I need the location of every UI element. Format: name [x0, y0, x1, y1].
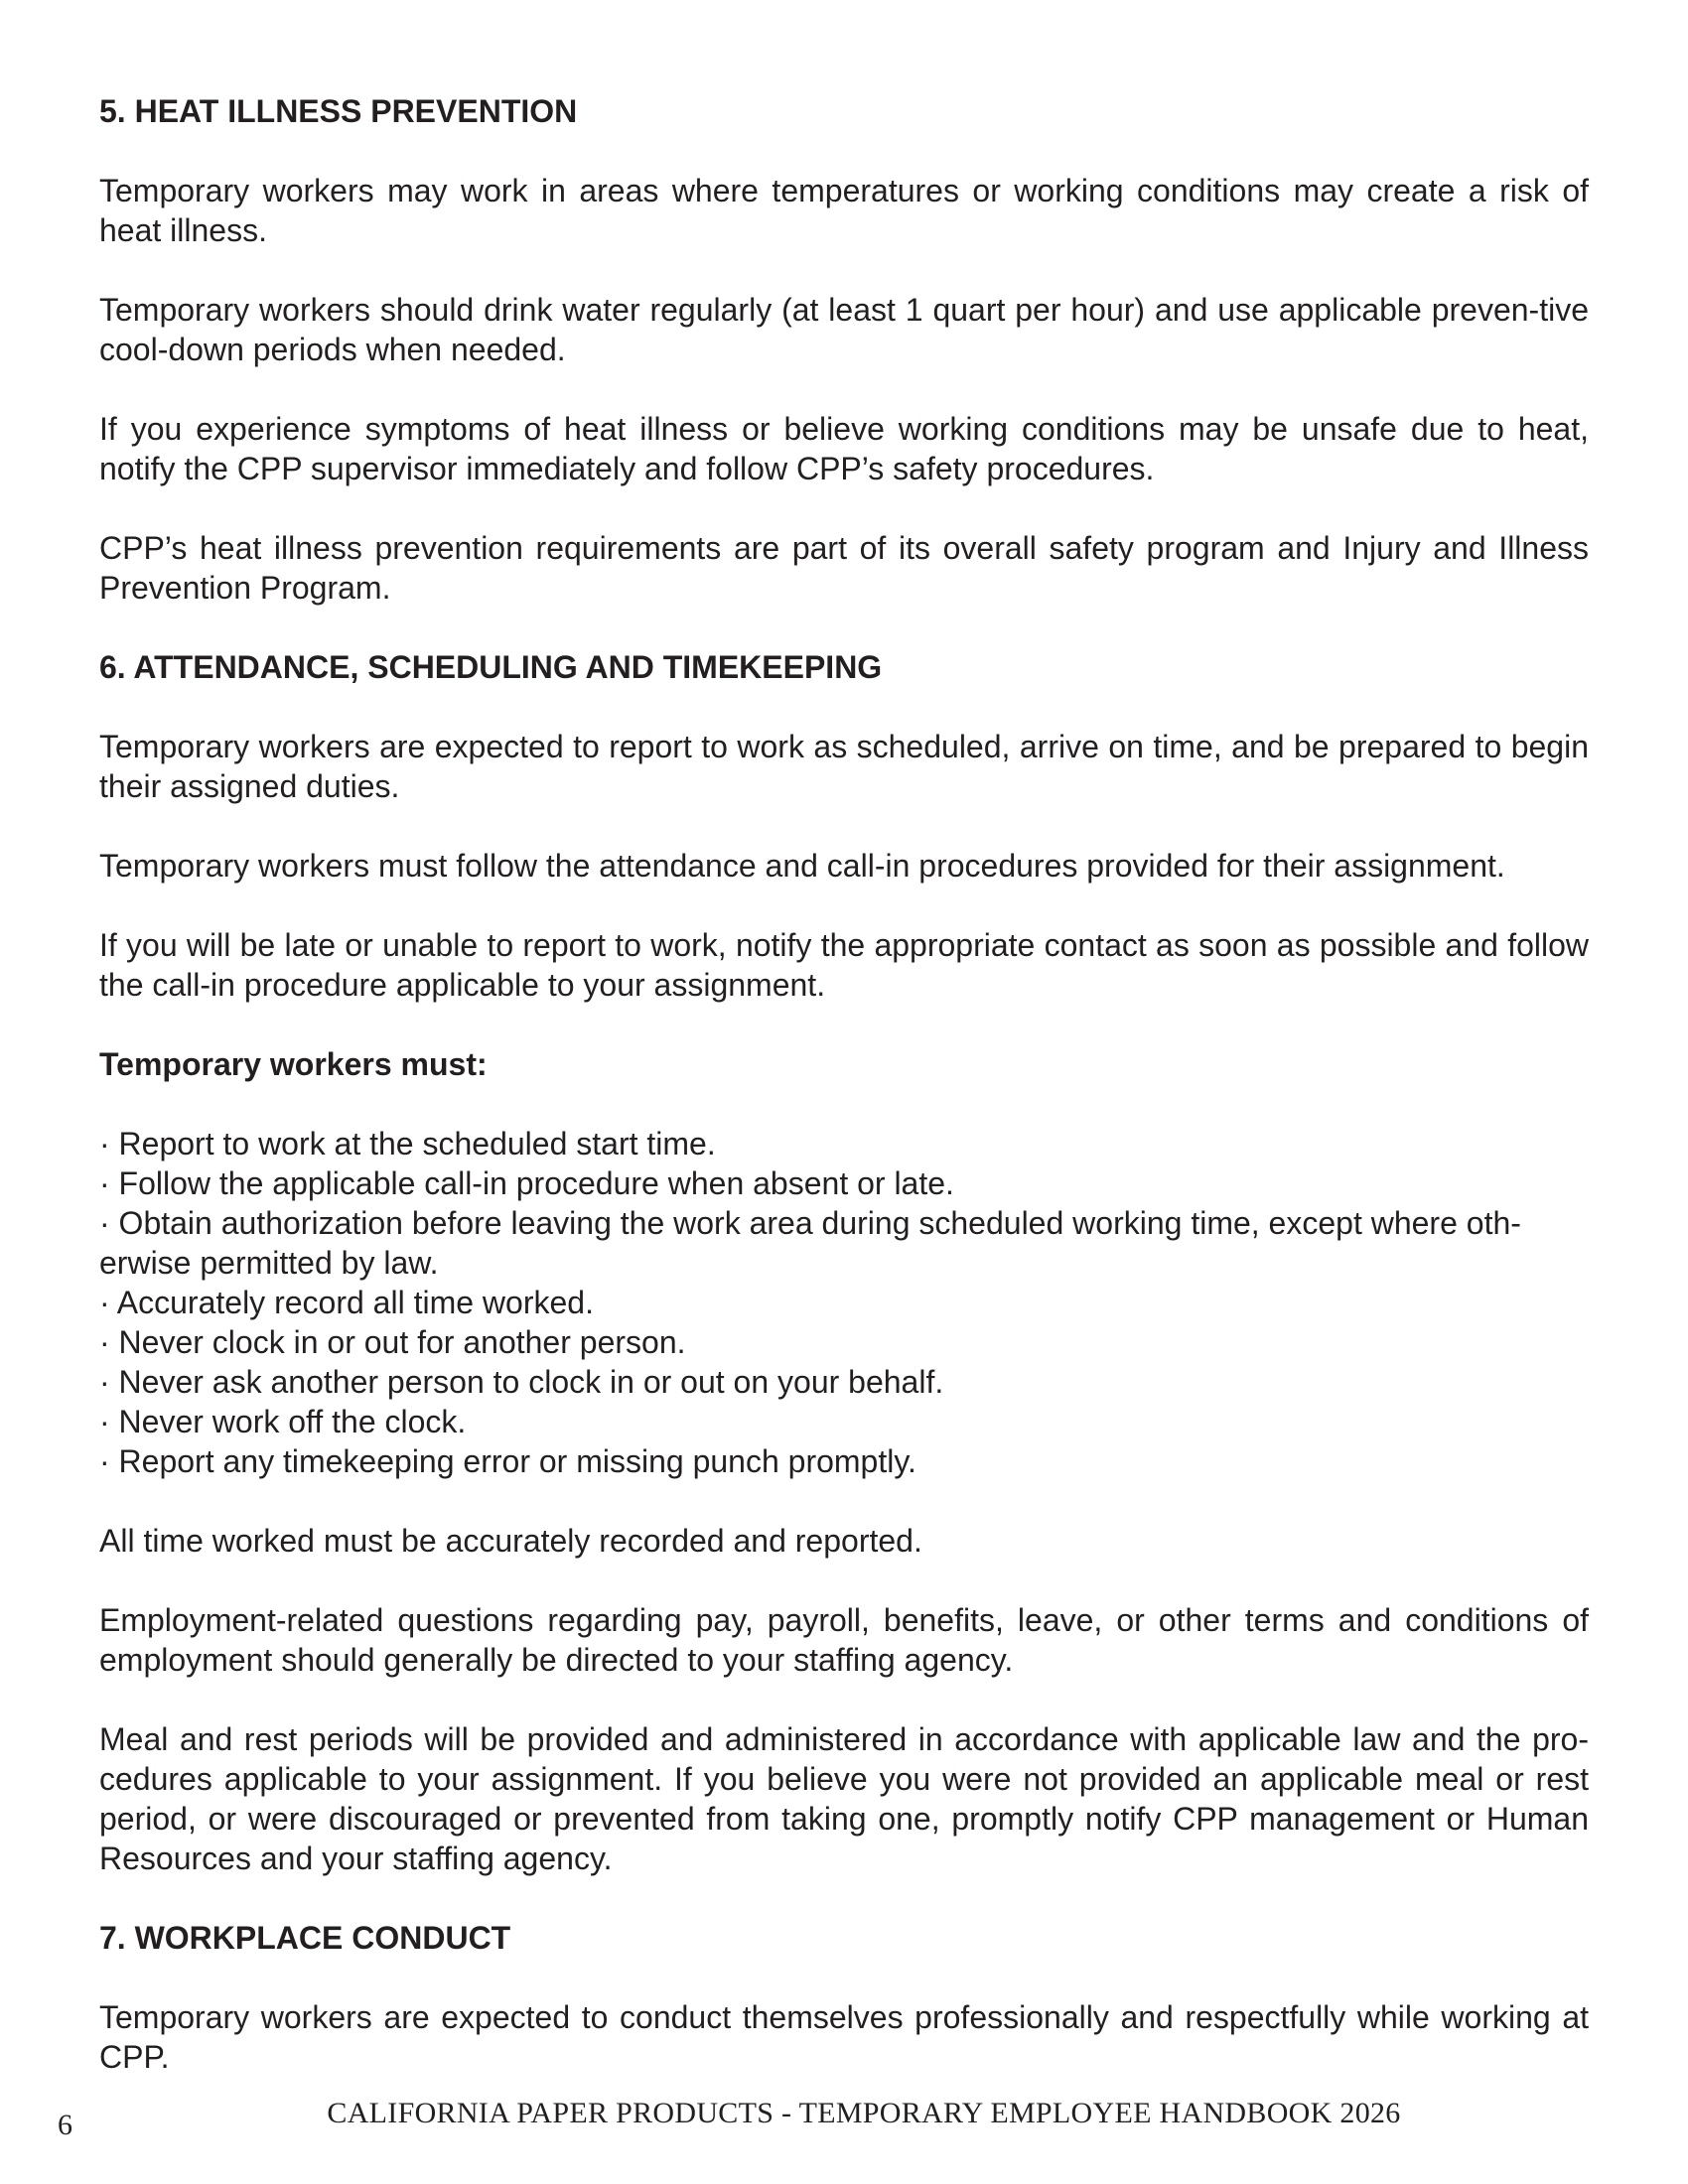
- paragraph: Meal and rest periods will be provided and administered in accordance with applicable law and the pro-cedures applicable to your assignment. If you believe you were not provided an applicable meal or rest period, or were discouraged or prevented from taking one, promptly notify CPP management or Human Resources and your staffing agency.: [99, 1721, 1589, 1876]
- paragraph: All time worked must be accurately recorded and reported.: [99, 1523, 922, 1559]
- section-attendance-scheduling-timekeeping: [99, 647, 1589, 1878]
- paragraph: Temporary workers are expected to report to work as scheduled, arrive on time, and be prepared to begin their assigned duties.: [99, 729, 1589, 804]
- section-workplace-conduct: [99, 1918, 1589, 2077]
- requirements-list: [99, 1124, 1589, 1481]
- footer-title: CALIFORNIA PAPER PRODUCTS - TEMPORARY EMPLOYEE HANDBOOK 2026: [327, 2097, 1401, 2129]
- paragraph: CPP’s heat illness prevention requirements are part of its overall safety program and Injury and Illness Prevention Program.: [99, 530, 1589, 606]
- list-item: · Never ask another person to clock in or out on your behalf.: [99, 1364, 944, 1400]
- paragraph: Temporary workers must follow the attendance and call-in procedures provided for their assignment.: [99, 848, 1505, 884]
- section-heading: 5. HEAT ILLNESS PREVENTION: [99, 93, 578, 129]
- list-item: · Follow the applicable call-in procedure when absent or late.: [99, 1165, 954, 1201]
- paragraph: If you will be late or unable to report to work, notify the appropriate contact as soon as possible and follow the call-in procedure applicable to your assignment.: [99, 927, 1589, 1003]
- section-heading: 7. WORKPLACE CONDUCT: [99, 1920, 511, 1956]
- list-item: · Never work off the clock.: [99, 1404, 467, 1439]
- page-content: [99, 91, 1589, 2116]
- page-number: 6: [58, 2109, 72, 2141]
- paragraph: Temporary workers are expected to conduct themselves professionally and respectfully while working at CPP.: [99, 1999, 1589, 2075]
- list-item: · Report any timekeeping error or missing punch promptly.: [99, 1443, 916, 1479]
- section-heat-illness-prevention: [99, 91, 1589, 608]
- list-item: · Obtain authorization before leaving the work area during scheduled working time, except where oth-erwise permitted by law.: [99, 1205, 1521, 1281]
- paragraph: Temporary workers should drink water regularly (at least 1 quart per hour) and use applicable preven-tive cool-down periods when needed.: [99, 292, 1589, 367]
- list-item: · Never clock in or out for another person.: [99, 1324, 686, 1360]
- paragraph: If you experience symptoms of heat illness or believe working conditions may be unsafe due to heat, notify the CPP supervisor immediately and follow CPP’s safety procedures.: [99, 411, 1589, 486]
- list-item: · Report to work at the scheduled start time.: [99, 1126, 716, 1161]
- paragraph: Temporary workers may work in areas where temperatures or working conditions may create a risk of heat illness.: [99, 173, 1589, 248]
- page-footer: [0, 2097, 1688, 2156]
- list-item: · Accurately record all time worked.: [99, 1285, 594, 1320]
- requirements-heading: Temporary workers must:: [99, 1046, 488, 1082]
- paragraph: Employment-related questions regarding pay, payroll, benefits, leave, or other terms and conditions of employment should generally be directed to your staffing agency.: [99, 1602, 1589, 1678]
- section-heading: 6. ATTENDANCE, SCHEDULING AND TIMEKEEPING: [99, 649, 883, 685]
